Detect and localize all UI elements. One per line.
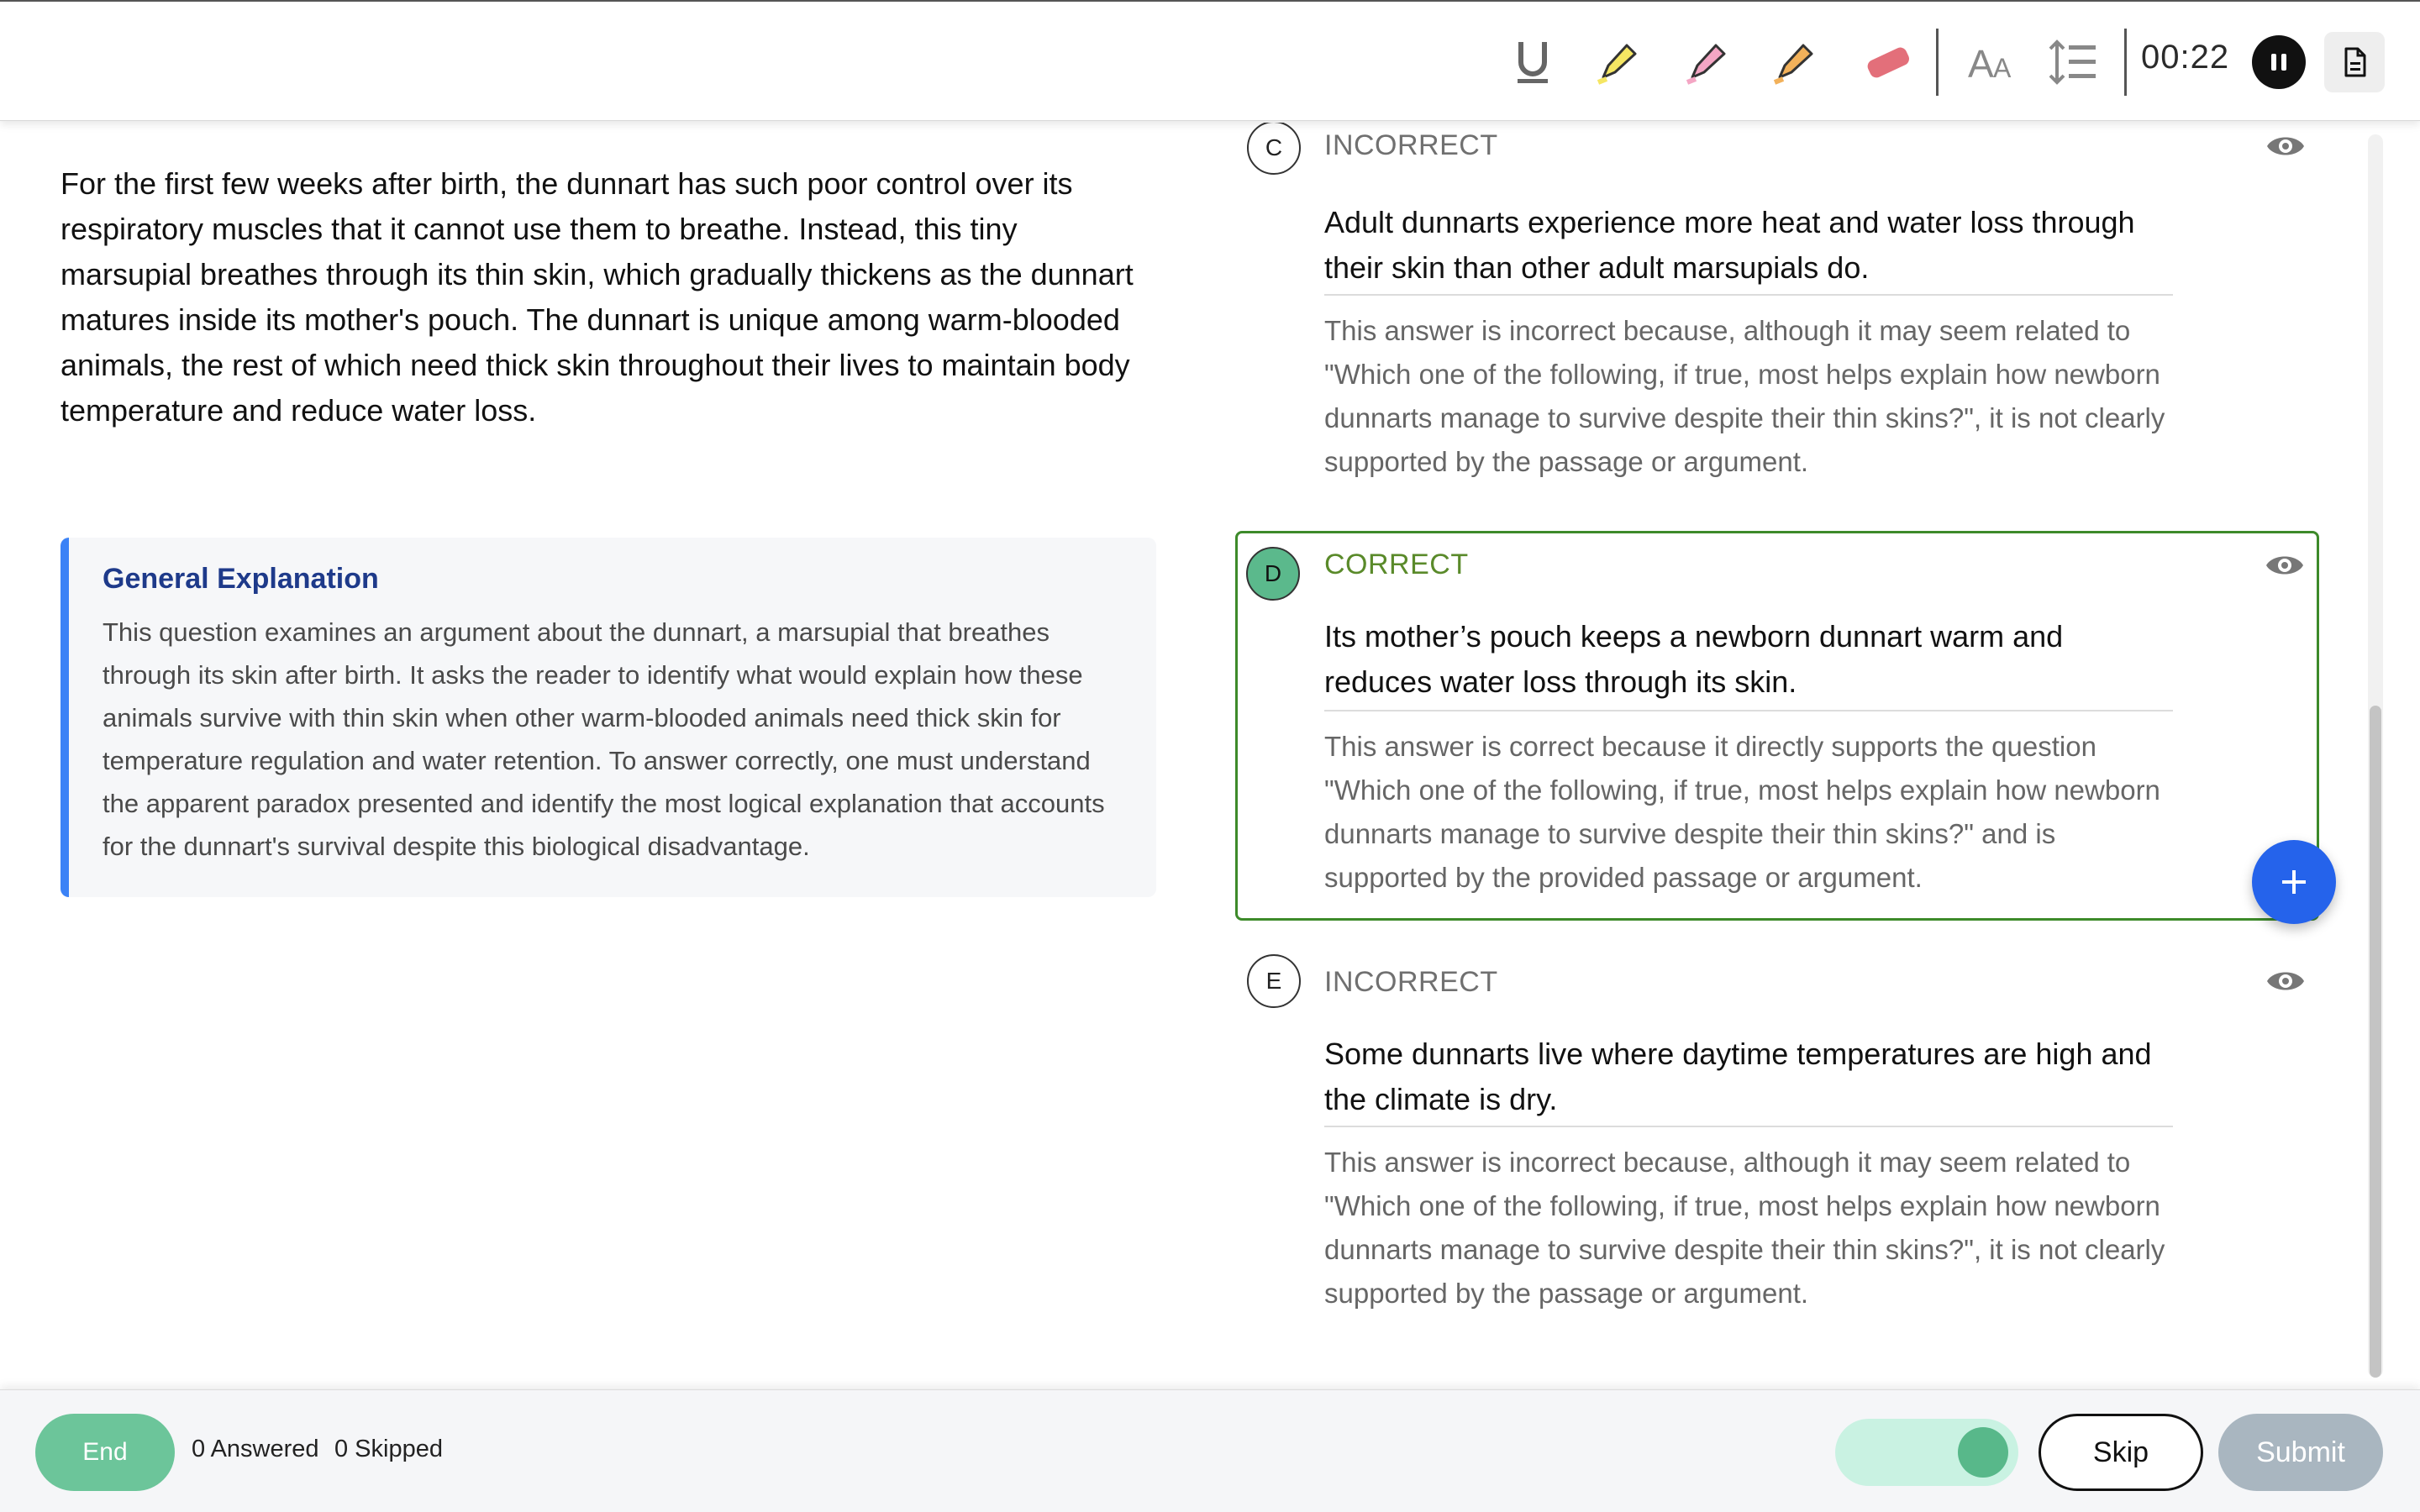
choice-letter-badge: D (1246, 547, 1300, 601)
svg-text:A: A (1968, 42, 1994, 86)
choice-status: INCORRECT (1324, 129, 1498, 161)
general-explanation-body: This question examines an argument about the dunnart, a marsupial that breathes through its skin after birth. It asks the reader to identify what would explain how these animals survive with thin skin when other warm-blooded animals need thick skin for temperature regulation and water retention. To answer correctly, one must understand the apparent paradox presented and identify the most logical explanation that accounts for the dunnart's survival despite this biological disadvantage. (103, 617, 1105, 861)
font-size-icon[interactable] (1963, 32, 2023, 92)
orange-highlighter-icon[interactable] (1765, 32, 1825, 92)
choice-divider (1324, 1126, 2173, 1127)
answer-choices-panel (1235, 123, 2361, 1386)
skip-button[interactable]: Skip (2039, 1414, 2203, 1491)
plus-icon (2277, 865, 2311, 899)
toolbar-divider (1936, 29, 1939, 96)
passage-text: For the first few weeks after birth, the dunnart has such poor control over its respiratory muscles that it cannot use them to breathe. Instead, this tiny marsupial breathes through its thin skin, which gradually thickens as the dunnart matures inside its mother's pouch. The dunnart is unique among warm-blooded animals, the rest of which need thick skin throughout their lives to maintain body temperature and reduce water loss. (60, 166, 1134, 428)
choice-divider (1324, 710, 2173, 711)
answer-choice-d[interactable] (1235, 531, 2319, 921)
end-button[interactable]: End (35, 1414, 175, 1491)
choice-letter-badge: E (1247, 954, 1301, 1008)
answer-choice-c[interactable] (1235, 123, 2319, 509)
submit-button[interactable]: Submit (2218, 1414, 2383, 1491)
answered-count: 0 Answered (192, 1436, 319, 1462)
svg-text:A: A (1993, 53, 2012, 83)
choice-answer-text: Its mother’s pouch keeps a newborn dunnart warm and reduces water loss through its skin. (1324, 619, 2064, 699)
mode-toggle[interactable] (1835, 1419, 2018, 1486)
choice-status: INCORRECT (1324, 966, 1498, 998)
general-explanation-panel (60, 538, 1156, 897)
choice-answer-text: Some dunnarts live where daytime temperatures are high and the climate is dry. (1324, 1037, 2152, 1116)
choice-answer-text: Adult dunnarts experience more heat and water loss through their skin than other adult marsupials do. (1324, 205, 2135, 285)
eye-icon[interactable] (2265, 961, 2306, 1001)
choice-status: CORRECT (1324, 549, 1469, 580)
timer: 00:22 (2141, 39, 2230, 76)
general-explanation-title: General Explanation (103, 563, 379, 595)
skipped-count: 0 Skipped (334, 1436, 443, 1462)
bottom-bar (0, 1389, 2420, 1512)
underline-icon[interactable] (1502, 32, 1563, 92)
line-spacing-icon[interactable] (2044, 32, 2104, 92)
choice-rationale: This answer is incorrect because, although it may seem related to "Which one of the following, if true, most helps explain how newborn dunnarts manage to survive despite their thin skins?", it is not clearly supported by the passage or argument. (1324, 1147, 2165, 1309)
eye-icon[interactable] (2265, 126, 2306, 166)
choice-rationale: This answer is incorrect because, although it may seem related to "Which one of the following, if true, most helps explain how newborn dunnarts manage to survive despite their thin skins?", it is not clearly supported by the passage or argument. (1324, 315, 2165, 477)
choice-letter-badge: C (1247, 123, 1301, 175)
document-icon[interactable] (2324, 32, 2385, 92)
pause-icon[interactable] (2252, 35, 2306, 89)
toolbar (0, 0, 2420, 121)
pink-highlighter-icon[interactable] (1677, 32, 1738, 92)
answer-choice-e[interactable] (1235, 954, 2319, 1386)
toolbar-divider (2124, 29, 2127, 96)
choice-rationale: This answer is correct because it directly supports the question "Which one of the following, if true, most helps explain how newborn dunnarts manage to survive despite their thin skins?" and is supported by the provided passage or argument. (1324, 731, 2160, 893)
eraser-icon[interactable] (1857, 32, 1918, 92)
yellow-highlighter-icon[interactable] (1588, 32, 1649, 92)
eye-icon[interactable] (2265, 545, 2305, 585)
add-note-button[interactable] (2252, 840, 2336, 924)
choice-divider (1324, 294, 2173, 296)
toggle-knob (1958, 1427, 2008, 1478)
scrollbar-thumb[interactable] (2370, 706, 2381, 1378)
